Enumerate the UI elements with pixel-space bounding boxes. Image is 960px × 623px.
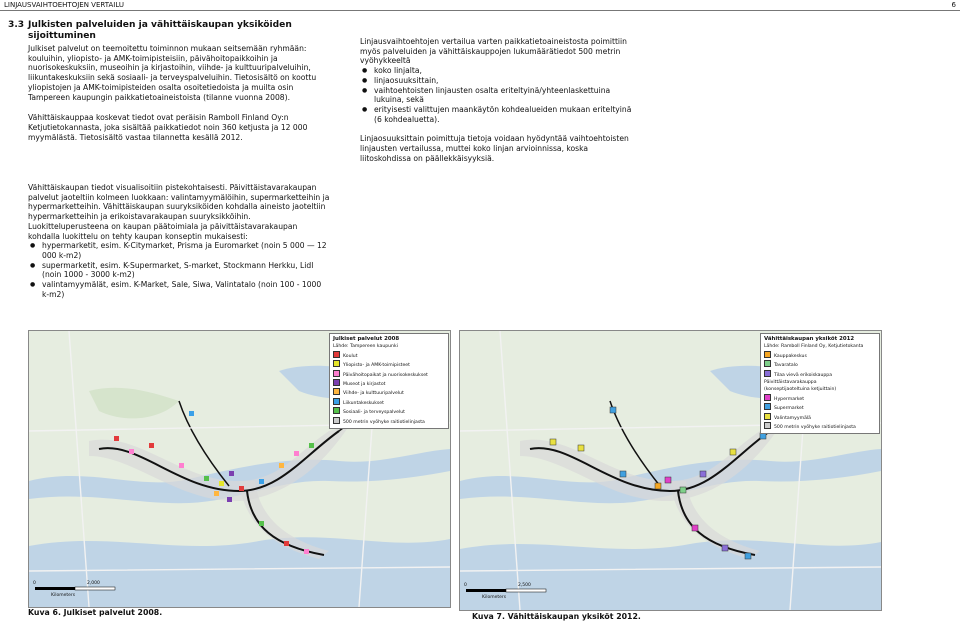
- paragraph-retail-source: Vähittäiskauppaa koskevat tiedot ovat peräisin Ramboll Finland Oy:n Ketjutietokannasta, joka sisältää paikkatiedot noin 360 ketjusta ja 12 000 myymälästä. Tietosisältö vastaa tilannetta kesällä 2012.: [28, 113, 308, 142]
- legend-item: Kauppakeskus: [764, 351, 876, 360]
- right-column: [360, 37, 640, 163]
- legend-item: 500 metrin vyöhyke raitiotielinjasta: [764, 422, 876, 431]
- legend-item: Valintamyymälä: [764, 413, 876, 422]
- legend-item: Museot ja kirjastot: [333, 379, 445, 388]
- header-rule: [0, 10, 960, 11]
- running-header-title: LINJAUSVAIHTOEHTOJEN VERTAILU: [4, 1, 124, 9]
- section-title: Julkisten palveluiden ja vähittäiskaupan yksiköiden sijoittuminen: [28, 20, 292, 41]
- legend-subheading: Päivittäistavarakauppa: [764, 380, 817, 386]
- legend-title: Julkiset palvelut 2008: [333, 336, 400, 342]
- scale-unit: Kilometers: [51, 593, 76, 598]
- retail-legend: [760, 333, 880, 434]
- list-item: ● hypermarketit, esim. K-Citymarket, Prisma ja Euromarket (noin 5 000 — 12 000 k-m2): [42, 241, 330, 260]
- left-column-bottom: [28, 183, 330, 299]
- map-scale-bar: [35, 587, 115, 590]
- scale-label-start: 0: [33, 581, 36, 586]
- legend-item: Liikuntakeskukset: [333, 398, 445, 407]
- paragraph-section-data: Linjaosuuksittain poimittuja tietoja voidaan hyödyntää vaihtoehtoisten linjausten vertailussa, muttei koko linjan arvioinnissa, koska liitoskohdissa on päällekkäisyyksiä.: [360, 134, 629, 163]
- legend-item: 500 metrin vyöhyke raitiotielinjasta: [333, 417, 445, 426]
- legend-item: Supermarket: [764, 403, 876, 412]
- legend-item: Yliopisto- ja AMK-toimipisteet: [333, 360, 445, 369]
- legend-item: Hypermarket: [764, 394, 876, 403]
- legend-item: Tilaa vievä erikoiskauppa: [764, 370, 876, 379]
- legend-title: Vähittäiskaupan yksiköt 2012: [764, 336, 855, 342]
- legend-item: Koulut: [333, 351, 445, 360]
- list-item: ● erityisesti valittujen maankäytön kohdealueiden mukaan eriteltyinä (6 kohdealuetta).: [374, 105, 640, 124]
- figure-caption-6: Kuva 6. Julkiset palvelut 2008.: [28, 608, 163, 617]
- paragraph-retail-classification: Vähittäiskaupan tiedot visualisoitiin pistekohtaisesti. Päivittäistavarakaupan palvelut jaoteltiin kolmeen luokkaan: valintamyymälöihin, supermarketteihin ja hypermarketteihin. Vähittäiskaupan suuryksiköiden kohdalla aineisto jaoteltiin hypermarketteihin ja erikoistavarakaupan suuryksikköihin. Luokitteluperusteena on kaupan päätoimiala ja päivittäistavarakaupan kohdalla luokittelu on tehty kaupan konseptin mukaisesti:: [28, 183, 330, 241]
- list-item: ● valintamyymälät, esim. K-Market, Sale, Siwa, Valintatalo (noin 100 - 1000 k-m2): [42, 280, 330, 299]
- legend-source: Lähde: Tampereen kaupunki: [333, 344, 398, 350]
- department-store-swatch: [764, 360, 771, 367]
- hypermarket-swatch: [764, 394, 771, 401]
- running-header: [0, 0, 960, 10]
- bulky-goods-swatch: [764, 370, 771, 377]
- left-column-top: [28, 44, 330, 142]
- health-swatch: [333, 407, 340, 414]
- shopping-centre-swatch: [764, 351, 771, 358]
- list-item: ● supermarketit, esim. K-Supermarket, S-market, Stockmann Herkku, Lidl (noin 1000 - 3000 k-m2): [42, 261, 330, 280]
- convenience-store-swatch: [764, 413, 771, 420]
- zone-count-list: [360, 66, 640, 124]
- paragraph-zone-counts: Linjausvaihtoehtojen vertailua varten paikkatietoaineistosta poimittiin myös palveluiden ja vähittäiskauppojen lukumäärätiedot 500 metrin vyöhykkeeltä: [360, 37, 627, 66]
- zone-swatch: [764, 422, 771, 429]
- scale-unit: Kilometers: [482, 595, 507, 600]
- legend-item: Tavaratalo: [764, 360, 876, 369]
- supermarket-swatch: [764, 403, 771, 410]
- retail-map: [459, 330, 882, 611]
- public-services-legend: [329, 333, 449, 429]
- scale-label-end: 2,000: [87, 581, 100, 586]
- list-item: ● linjaosuuksittain,: [374, 76, 640, 86]
- legend-source: Lähde: Ramboll Finland Oy, Ketjutietokanta: [764, 344, 864, 350]
- paragraph-public-services: Julkiset palvelut on teemoitettu toiminnon mukaan seitsemään ryhmään: kouluihin, yliopisto- ja AMK-toimipisteisiin, päivähoitopaikkoihin ja nuorisokeskuksiin, museoihin ja kirjastoihin, viihde- ja kulttuuripalveluihin, liikuntakeskuksiin sekä sosiaali- ja terveyspalveluihin. Tietosisältö on koottu yliopistojen ja AMK-toimipisteiden osalta osoitetiedoista ja muilta osin Tampereen kaupungin paikkatietoaineistoista (tilanne vuonna 2008).: [28, 44, 317, 102]
- list-item: ● vaihtoehtoisten linjausten osalta eriteltyinä/yhteenlaskettuina lukuina, sekä: [374, 86, 640, 105]
- zone-swatch: [333, 417, 340, 424]
- museum-swatch: [333, 379, 340, 386]
- daycare-swatch: [333, 370, 340, 377]
- figure-caption-7: Kuva 7. Vähittäiskaupan yksiköt 2012.: [472, 612, 641, 621]
- scale-label-start: 0: [464, 583, 467, 588]
- retail-concept-list: [28, 241, 330, 299]
- map-scale-bar: [466, 589, 546, 592]
- culture-swatch: [333, 388, 340, 395]
- school-swatch: [333, 351, 340, 358]
- list-item: ● koko linjalta,: [374, 66, 640, 76]
- public-services-map: [28, 330, 451, 608]
- sports-swatch: [333, 398, 340, 405]
- legend-item: Sosiaali- ja terveyspalvelut: [333, 407, 445, 416]
- university-swatch: [333, 360, 340, 367]
- page-number: 6: [951, 1, 956, 9]
- section-heading: [8, 20, 338, 42]
- legend-item: Viihde- ja kulttuuripalvelut: [333, 388, 445, 397]
- section-number: 3.3: [8, 20, 25, 30]
- legend-subheading-note: (konseptijaoteltuina ketjuittain): [764, 387, 837, 393]
- legend-item: Päivähoitopaikat ja nuorisokeskukset: [333, 370, 445, 379]
- scale-label-end: 2,500: [518, 583, 531, 588]
